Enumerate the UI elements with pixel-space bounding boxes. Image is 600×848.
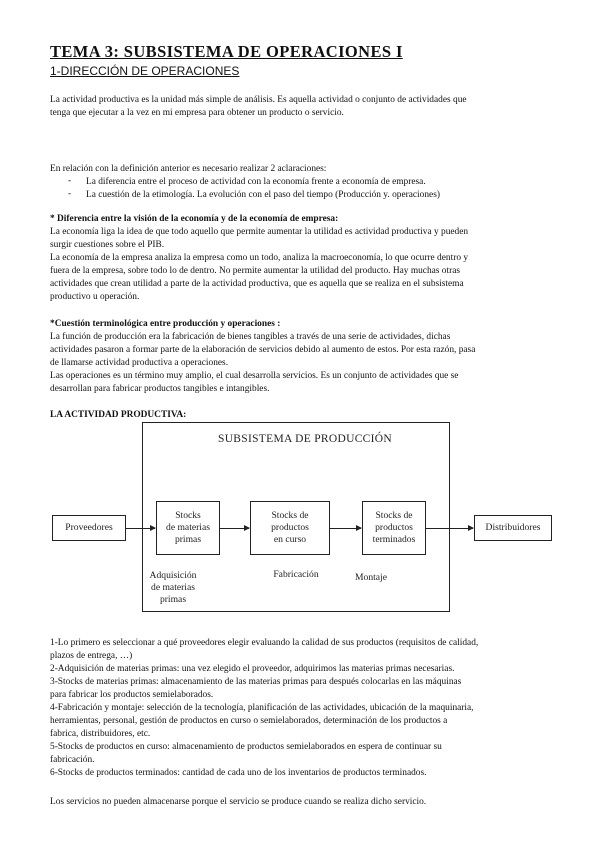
stock-label-line: de materias bbox=[166, 522, 210, 533]
clarification-item: La cuestión de la etimología. La evolución con el paso del tiempo (Producción y. operaciones) bbox=[86, 190, 440, 200]
stock-productos-terminados-box bbox=[362, 501, 426, 555]
document-title: TEMA 3: SUBSISTEMA DE OPERACIONES I bbox=[50, 42, 403, 61]
fabricacion-label: Fabricación bbox=[273, 569, 319, 580]
stock-label-line: en curso bbox=[273, 534, 307, 545]
terminology-line: desarrollan para fabricar productos tangibles e intangibles. bbox=[50, 384, 270, 394]
stock-label-line: Stocks bbox=[175, 510, 201, 521]
flow-arrow bbox=[220, 528, 249, 529]
closing-line: Los servicios no pueden almacenarse porque el servicio se produce cuando se realiza dicho servicio. bbox=[50, 797, 427, 807]
diagram-title: SUBSISTEMA DE PRODUCCIÓN bbox=[218, 433, 392, 445]
proveedores-box bbox=[52, 515, 126, 541]
terminology-heading: *Cuestión terminológica entre producción y operaciones : bbox=[50, 319, 281, 329]
step-line: 1-Lo primero es seleccionar a qué proveedores elegir evaluando la calidad de sus productos (requisitos de calidad, bbox=[50, 638, 479, 648]
flow-arrow bbox=[426, 528, 473, 529]
step-line: para fabricar los productos semielaborados. bbox=[50, 690, 214, 700]
stock-label-line: terminados bbox=[372, 534, 416, 545]
step-line: 4-Fabricación y montaje: selección de la tecnología, planificación de las actividades, ubicación de la maquinaria, bbox=[50, 703, 474, 713]
vision-line: actividades que crean utilidad a parte de la actividad productiva, que es aquella que se realiza en el subsistema bbox=[50, 279, 464, 289]
step-line: 6-Stocks de productos terminados: cantidad de cada uno de los inventarios de productos terminados. bbox=[50, 768, 427, 778]
flow-arrow bbox=[330, 528, 361, 529]
stock-productos-en-curso-box bbox=[250, 501, 330, 555]
stock-label-line: Stocks de bbox=[271, 510, 309, 521]
terminology-line: actividades pasaron a formar parte de la elaboración de servicios debido al aumento de estos. Por esta razón, pasa bbox=[50, 345, 476, 355]
step-line: plazos de entrega, …) bbox=[50, 651, 133, 661]
stock-label-line: productos bbox=[271, 522, 309, 533]
intro-line: La actividad productiva es la unidad más simple de análisis. Es aquella actividad o conjunto de actividades que bbox=[50, 95, 467, 105]
activity-heading: LA ACTIVIDAD PRODUCTIVA: bbox=[50, 410, 187, 420]
terminology-line: de llamarse actividad productiva a operaciones. bbox=[50, 358, 229, 368]
adquisicion-label-line: Adquisición bbox=[149, 570, 197, 581]
proveedores-label: Proveedores bbox=[65, 522, 113, 533]
stock-label-line: Stocks de bbox=[375, 510, 413, 521]
clarification-item: La diferencia entre el proceso de actividad con la economía frente a economía de empresa. bbox=[86, 177, 426, 187]
step-line: 5-Stocks de productos en curso: almacenamiento de productos semielaborados en espera de continuar su bbox=[50, 742, 442, 752]
step-line: 2-Adquisición de materias primas: una vez elegido el proveedor, adquirimos las materias primas necesarias. bbox=[50, 664, 455, 674]
vision-line: La economía liga la idea de que todo aquello que permite aumentar la utilidad es actividad productiva y pueden bbox=[50, 227, 469, 237]
vision-line: surgir cuestiones sobre el PIB. bbox=[50, 240, 165, 250]
step-line: fabricación. bbox=[50, 755, 95, 765]
bullet-marker: - bbox=[68, 189, 72, 199]
vision-line: La economía de la empresa analiza la empresa como un todo, analiza la macroeconomía, lo que ocurre dentro y bbox=[50, 253, 469, 263]
flow-arrow bbox=[126, 528, 155, 529]
clarifications-lead: En relación con la definición anterior es necesario realizar 2 aclaraciones: bbox=[50, 164, 327, 174]
montaje-label: Montaje bbox=[355, 572, 387, 583]
terminology-line: La función de producción era la fabricación de bienes tangibles a través de una serie de actividades, dichas bbox=[50, 332, 451, 342]
step-line: 3-Stocks de materias primas: almacenamiento de las materias primas para después colocarlas en las máquinas bbox=[50, 677, 462, 687]
step-line: fabrica, distribuidores, etc. bbox=[50, 729, 151, 739]
intro-line: tenga que ejecutar a la vez en mi empresa para obtener un producto o servicio. bbox=[50, 108, 344, 118]
stock-label-line: primas bbox=[174, 534, 202, 545]
terminology-line: Las operaciones es un término muy amplio, el cual desarrolla servicios. Es un conjunto de actividades que se bbox=[50, 371, 459, 381]
adquisicion-label-line: primas bbox=[159, 594, 187, 605]
vision-line: fuera de la empresa, sobre todo lo de dentro. No permite aumentar la utilidad del producto. Hay muchas otras bbox=[50, 266, 461, 276]
vision-line: productivo u operación. bbox=[50, 292, 140, 302]
step-line: herramientas, personal, gestión de productos en curso o semielaborados, determinación de los productos a bbox=[50, 716, 448, 726]
section-subtitle: 1-DIRECCIÓN DE OPERACIONES bbox=[50, 64, 240, 78]
distribuidores-label: Distribuidores bbox=[485, 522, 541, 533]
distribuidores-box bbox=[474, 515, 552, 541]
bullet-marker: - bbox=[68, 176, 72, 186]
stock-materias-primas-box bbox=[156, 501, 220, 555]
vision-heading: * Diferencia entre la visión de la economía y de la economía de empresa: bbox=[50, 214, 339, 224]
adquisicion-label-line: de materias bbox=[151, 582, 195, 593]
stock-label-line: productos bbox=[375, 522, 413, 533]
